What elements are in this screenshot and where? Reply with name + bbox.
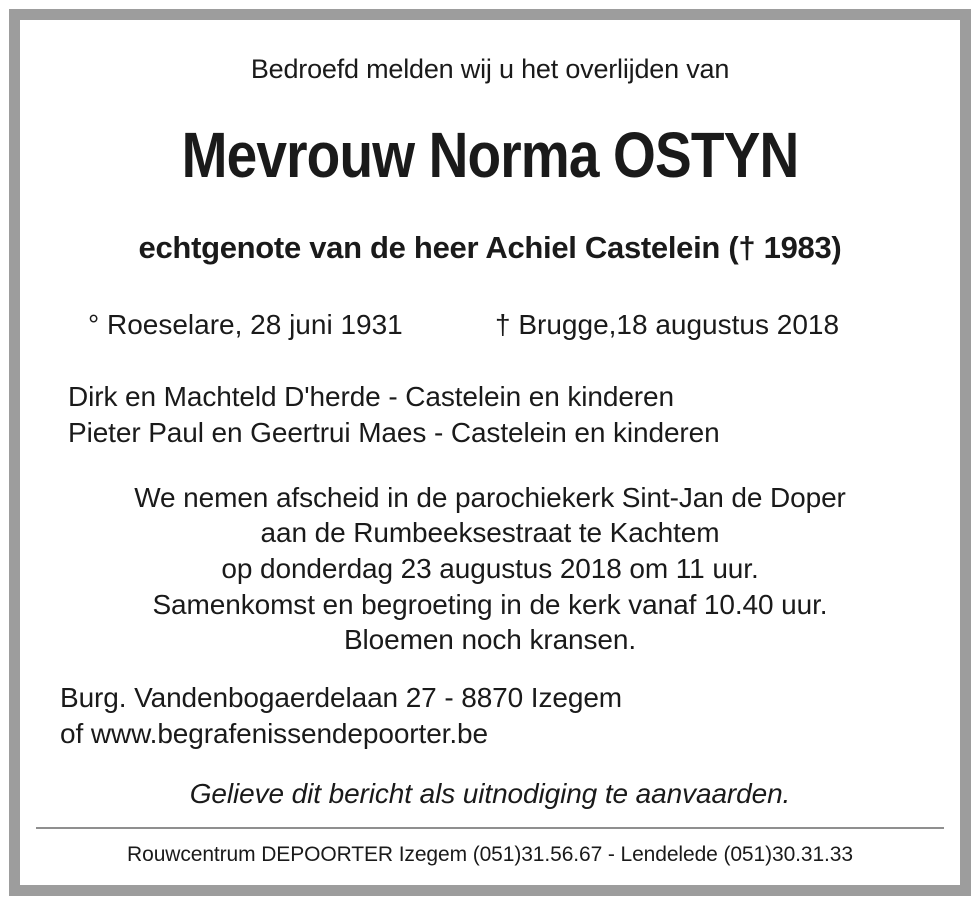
ceremony-line: Bloemen noch kransen. [343, 624, 637, 655]
website-line: of www.begrafenissendepoorter.be [60, 718, 488, 749]
funeral-home-footer: Rouwcentrum DEPOORTER Izegem (051)31.56.67 - Lendelede (051)30.31.33 [127, 843, 853, 866]
spouse-line: echtgenote van de heer Achiel Castelein († 1983) [138, 230, 842, 265]
deceased-name: Mevrouw Norma OSTYN [181, 119, 799, 191]
ceremony-line: We nemen afscheid in de parochiekerk Sint-Jan de Doper [134, 482, 846, 513]
invitation-request: Gelieve dit bericht als uitnodiging te aanvaarden. [189, 778, 791, 809]
family-line: Pieter Paul en Geertrui Maes - Castelein en kinderen [68, 417, 720, 448]
death-info: † Brugge,18 augustus 2018 [495, 309, 840, 340]
footer-divider [36, 827, 944, 829]
intro-text: Bedroefd melden wij u het overlijden van [250, 54, 730, 84]
ceremony-line: op donderdag 23 augustus 2018 om 11 uur. [221, 553, 759, 584]
ceremony-line: aan de Rumbeeksestraat te Kachtem [260, 517, 720, 548]
family-line: Dirk en Machteld D'herde - Castelein en kinderen [68, 381, 674, 412]
address-line: Burg. Vandenbogaerdelaan 27 - 8870 Izegem [60, 682, 623, 713]
birth-info: ° Roeselare, 28 juni 1931 [88, 309, 403, 340]
ceremony-line: Samenkomst en begroeting in de kerk vanaf 10.40 uur. [152, 589, 828, 620]
